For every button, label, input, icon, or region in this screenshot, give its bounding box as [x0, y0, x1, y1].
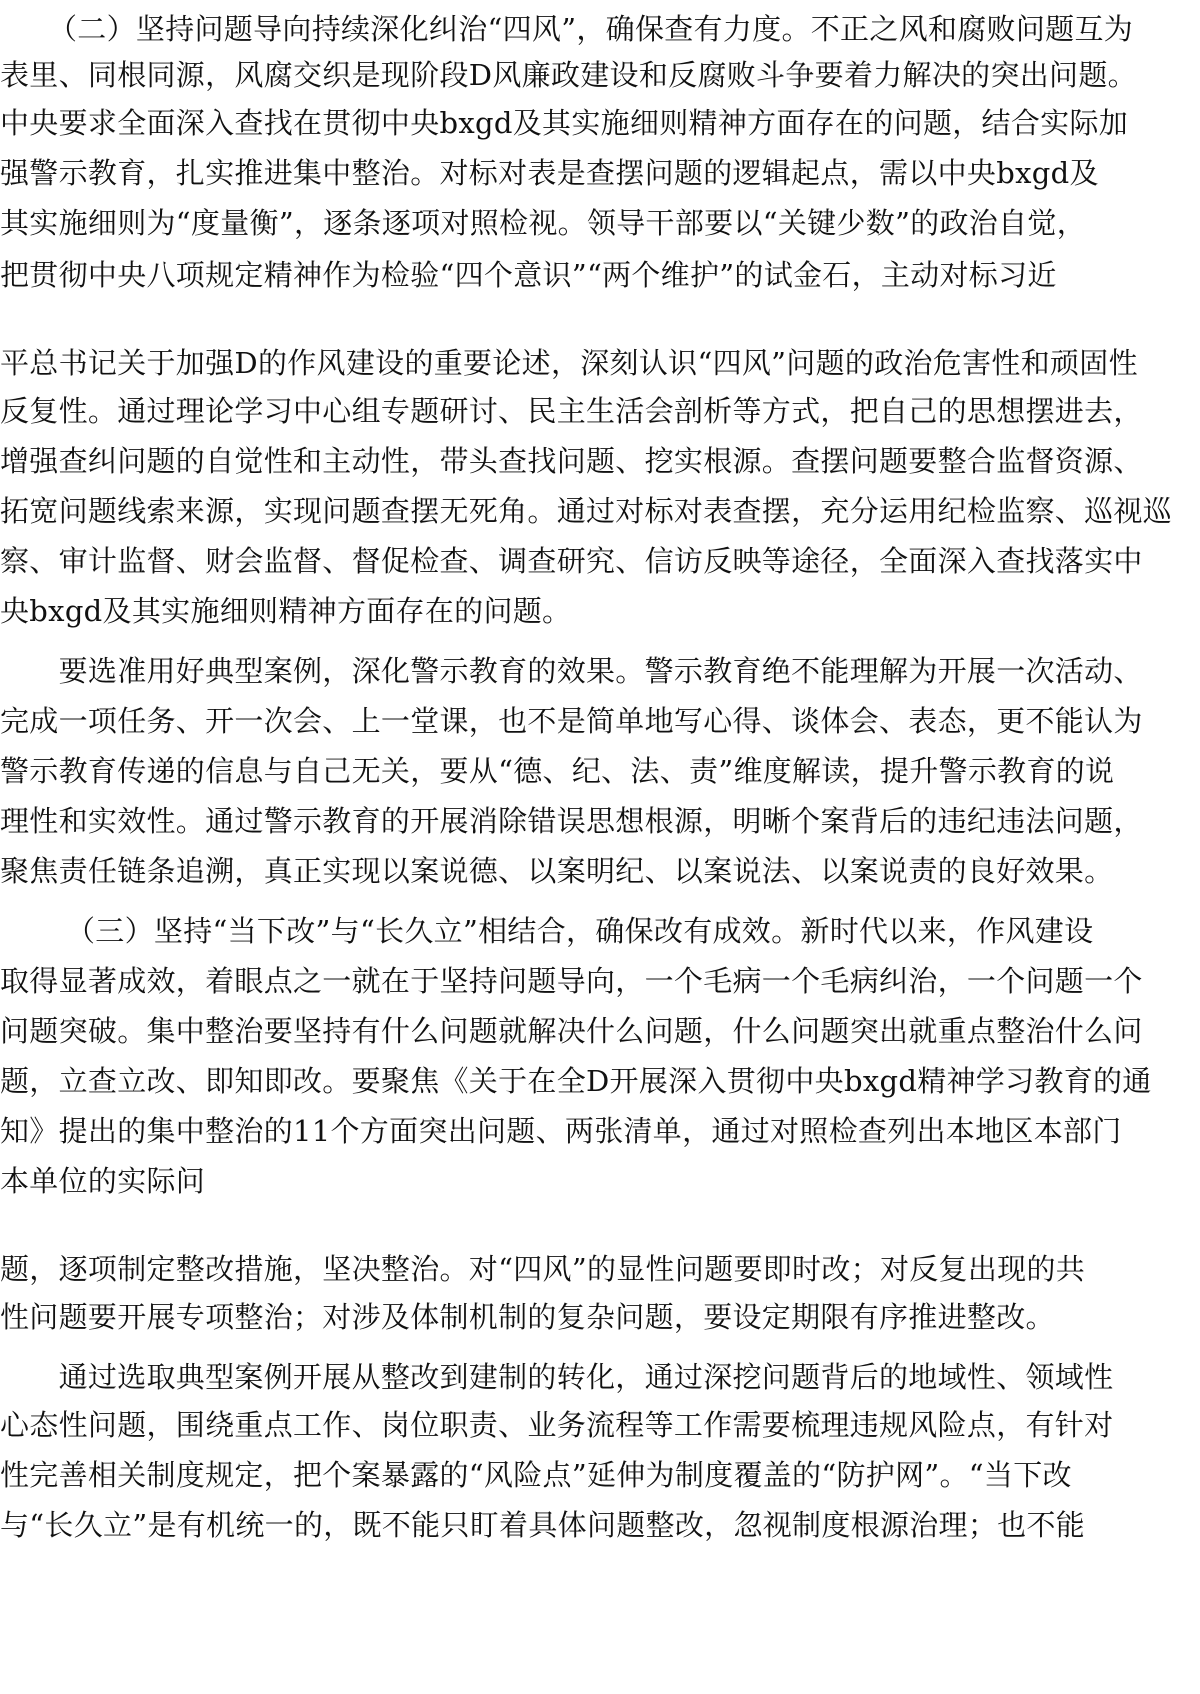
text-line: 心态性问题，围绕重点工作、岗位职责、业务流程等工作需要梳理违规风险点，有针对 [0, 1408, 1114, 1442]
text-line: 本单位的实际问 [0, 1164, 206, 1198]
text-line: 察、审计监督、财会监督、督促检查、调查研究、信访反映等途径，全面深入查找落实中 [0, 544, 1143, 578]
text-line: 理性和实效性。通过警示教育的开展消除错误思想根源，明晰个案背后的违纪违法问题， [0, 804, 1143, 838]
text-line: 性完善相关制度规定，把个案暴露的“风险点”延伸为制度覆盖的“防护网”。“当下改 [0, 1458, 1072, 1492]
text-line: 题，立查立改、即知即改。要聚焦《关于在全D开展深入贯彻中央bxgd精神学习教育的通 [0, 1064, 1152, 1098]
text-line: 与“长久立”是有机统一的，既不能只盯着具体问题整改，忽视制度根源治理；也不能 [0, 1508, 1086, 1542]
text-line: 把贯彻中央八项规定精神作为检验“四个意识”“两个维护”的试金石，主动对标习近 [0, 258, 1057, 292]
text-line: 问题突破。集中整治要坚持有什么问题就解决什么问题，什么问题突出就重点整治什么问 [0, 1014, 1143, 1048]
text-line: 平总书记关于加强D的作风建设的重要论述，深刻认识“四风”问题的政治危害性和顽固性 [0, 346, 1138, 380]
text-line: 要选准用好典型案例，深化警示教育的效果。警示教育绝不能理解为开展一次活动、 [0, 654, 1143, 688]
text-line: 聚焦责任链条追溯，真正实现以案说德、以案明纪、以案说法、以案说责的良好效果。 [0, 854, 1114, 888]
text-line: 反复性。通过理论学习中心组专题研讨、民主生活会剖析等方式，把自己的思想摆进去， [0, 394, 1143, 428]
text-line: 警示教育传递的信息与自己无关，要从“德、纪、法、责”维度解读，提升警示教育的说 [0, 754, 1115, 788]
text-line: 通过选取典型案例开展从整改到建制的转化，通过深挖问题背后的地域性、领域性 [0, 1360, 1114, 1394]
text-line: 知》提出的集中整治的11个方面突出问题、两张清单，通过对照检查列出本地区本部门 [0, 1114, 1122, 1148]
text-line: 央bxgd及其实施细则精神方面存在的问题。 [0, 594, 572, 628]
text-line: 增强查纠问题的自觉性和主动性，带头查找问题、挖实根源。查摆问题要整合监督资源、 [0, 444, 1143, 478]
text-line: 完成一项任务、开一次会、上一堂课，也不是简单地写心得、谈体会、表态，更不能认为 [0, 704, 1143, 738]
text-line: 拓宽问题线索来源，实现问题查摆无死角。通过对标对表查摆，充分运用纪检监察、巡视巡 [0, 494, 1173, 528]
text-line: 性问题要开展专项整治；对涉及体制机制的复杂问题，要设定期限有序推进整改。 [0, 1300, 1055, 1334]
text-line: 其实施细则为“度量衡”，逐条逐项对照检视。领导干部要以“关键少数”的政治自觉， [0, 206, 1087, 240]
text-line: 强警示教育，扎实推进集中整治。对标对表是查摆问题的逻辑起点，需以中央bxgd及 [0, 156, 1099, 190]
text-line: 题，逐项制定整改措施，坚决整治。对“四风”的显性问题要即时改；对反复出现的共 [0, 1252, 1086, 1286]
text-line: （三）坚持“当下改”与“长久立”相结合，确保改有成效。新时代以来，作风建设 [66, 914, 1094, 948]
text-line: 取得显著成效，着眼点之一就在于坚持问题导向，一个毛病一个毛病纠治，一个问题一个 [0, 964, 1143, 998]
text-line: 表里、同根同源，风腐交织是现阶段D风廉政建设和反腐败斗争要着力解决的突出问题。 [0, 58, 1137, 92]
text-line: 中央要求全面深入查找在贯彻中央bxgd及其实施细则精神方面存在的问题，结合实际加 [0, 106, 1129, 140]
text-line: （二）坚持问题导向持续深化纠治“四风”，确保查有力度。不正之风和腐败问题互为 [48, 12, 1134, 46]
